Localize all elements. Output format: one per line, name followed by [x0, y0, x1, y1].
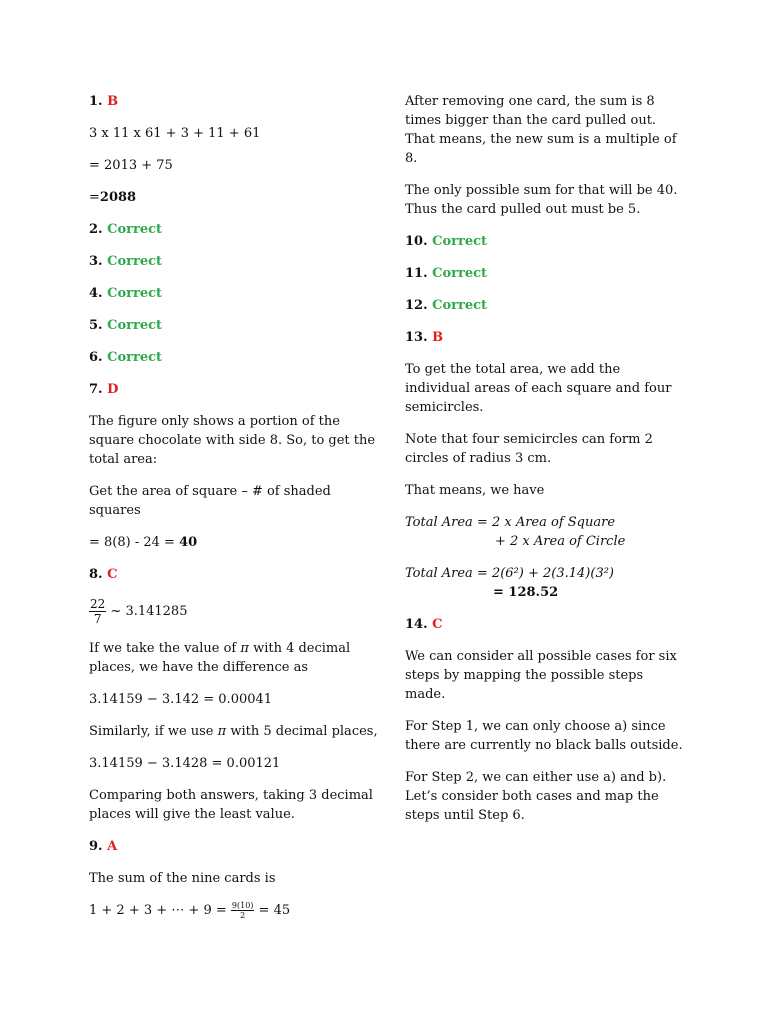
area-eq2: = 128.52	[493, 585, 559, 600]
q9-continued-1: After removing one card, the sum is 8 times bigger than the card pulled out. That means, the new sum is a multiple of 8.	[405, 94, 677, 166]
q13-text1: To get the total area, we add the individual areas of each square and four semicircles.	[405, 362, 672, 415]
question-number: 2.	[89, 222, 103, 237]
question-8: 8. C	[89, 567, 118, 582]
question-number: 3.	[89, 254, 103, 269]
q9-continued-2: The only possible sum for that will be 40. Thus the card pulled out must be 5.	[405, 183, 678, 217]
area-line1: Total Area = 2 x Area of Square	[405, 515, 616, 530]
q8-text3: Comparing both answers, taking 3 decimal places will give the least value.	[89, 788, 373, 822]
q9-text: The sum of the nine cards is	[89, 871, 276, 886]
question-number: 4.	[89, 286, 103, 301]
question-number: 11.	[405, 266, 428, 281]
correct-label: Correct	[107, 350, 163, 365]
answer-letter: B	[107, 94, 119, 109]
area-eq1: Total Area = 2(6²) + 2(3.14)(3²)	[405, 566, 614, 581]
correct-item	[89, 316, 379, 335]
fraction-22-7: $\frac{22}{7}$	[90, 597, 106, 626]
correct-item	[89, 284, 379, 303]
correct-item	[405, 296, 685, 315]
correct-label: Correct	[107, 286, 163, 301]
answer-letter: C	[432, 617, 443, 632]
q1-line2: = 2013 + 75	[89, 158, 173, 173]
q14-text1: We can consider all possible cases for six steps by mapping the possible steps made.	[405, 649, 677, 702]
q14-text2: For Step 1, we can only choose a) since there are currently no black balls outside.	[405, 719, 683, 753]
correct-item	[405, 232, 685, 251]
correct-item	[89, 220, 379, 239]
correct-list	[405, 232, 685, 315]
q13-text3: That means, we have	[405, 483, 545, 498]
correct-list	[89, 220, 379, 367]
q9-sum: 1 + 2 + 3 + ⋯ + 9 = $\frac{9(10)}{2}$ = 45	[89, 901, 291, 920]
correct-item	[405, 264, 685, 283]
correct-label: Correct	[107, 222, 163, 237]
q8-diff1: 3.14159 − 3.142 = 0.00041	[89, 692, 273, 707]
correct-label: Correct	[107, 318, 163, 333]
q7-text: The figure only shows a portion of the square chocolate with side 8. So, to get the total area:	[89, 414, 376, 467]
question-9: 9. A	[89, 839, 118, 854]
correct-label: Correct	[432, 298, 488, 313]
q7-calc: = 8(8) - 24 = 40	[89, 535, 198, 550]
answer-letter: D	[107, 382, 119, 397]
question-number: 6.	[89, 350, 103, 365]
q13-text2: Note that four semicircles can form 2 circles of radius 3 cm.	[405, 432, 653, 466]
q7-formula: Get the area of square – # of shaded squares	[89, 484, 331, 518]
area-line2: + 2 x Area of Circle	[495, 534, 626, 549]
q1-line1: 3 x 11 x 61 + 3 + 11 + 61	[89, 126, 261, 141]
question-number: 5.	[89, 318, 103, 333]
question-14: 14. C	[405, 617, 443, 632]
left-column	[89, 92, 379, 933]
answer-letter: A	[107, 839, 118, 854]
answer-letter: C	[107, 567, 118, 582]
q8-text1: If we take the value of π with 4 decimal places, we have the difference as	[89, 641, 351, 675]
question-7: 7. D	[89, 382, 119, 397]
correct-label: Correct	[107, 254, 163, 269]
question-13: 13. B	[405, 330, 444, 345]
q1-line3: =2088	[89, 190, 137, 205]
q14-text3: For Step 2, we can either use a) and b). Let’s consider both cases and map the steps until Step 6.	[405, 770, 667, 823]
correct-item	[89, 348, 379, 367]
q8-fraction-line: $\frac{22}{7}$ ~ 3.141285	[90, 597, 188, 626]
correct-item	[89, 252, 379, 271]
answer-letter: B	[432, 330, 444, 345]
fraction-9x10-2: $\frac{9(10)}{2}$	[231, 901, 254, 920]
correct-label: Correct	[432, 266, 488, 281]
area-formula	[405, 513, 685, 551]
q8-text2: Similarly, if we use π with 5 decimal places,	[89, 724, 378, 739]
right-column	[405, 92, 685, 838]
question-1: 1. B	[89, 94, 119, 109]
correct-label: Correct	[432, 234, 488, 249]
q8-diff2: 3.14159 − 3.1428 = 0.00121	[89, 756, 281, 771]
question-number: 10.	[405, 234, 428, 249]
area-calc	[405, 564, 685, 602]
question-number: 12.	[405, 298, 428, 313]
